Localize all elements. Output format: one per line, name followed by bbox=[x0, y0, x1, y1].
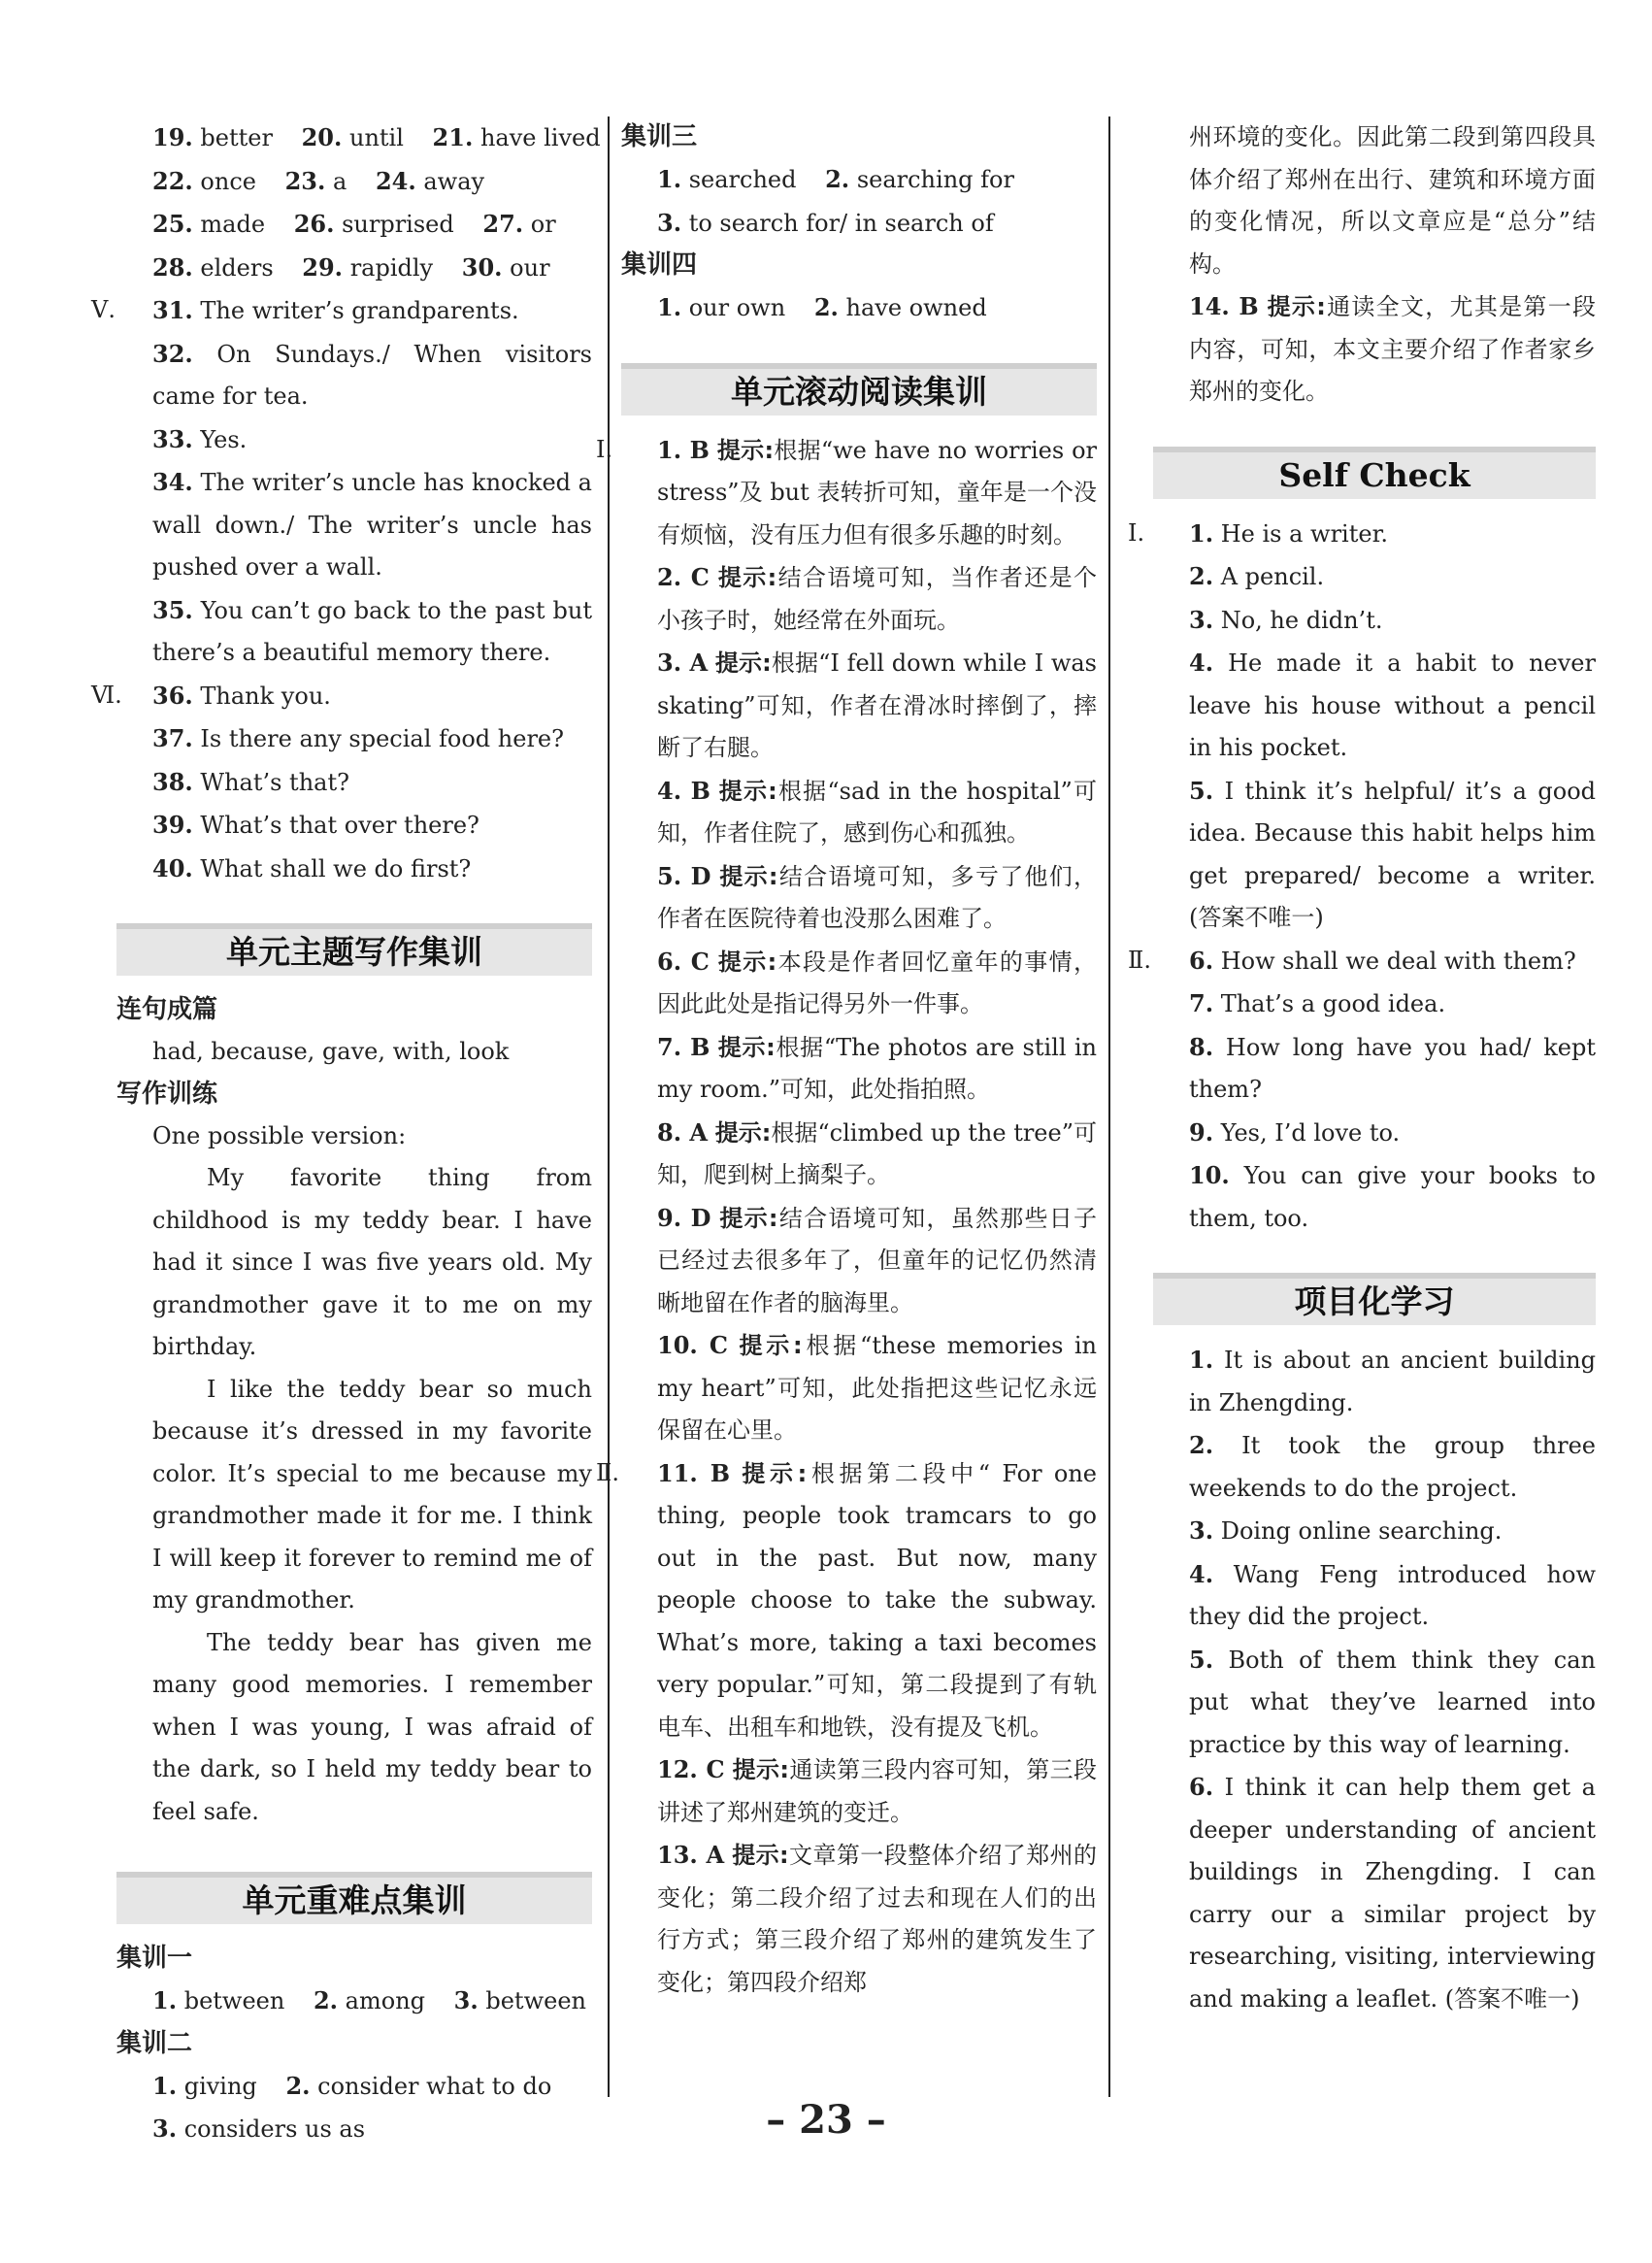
set-2-answer-3: 3. considers us as bbox=[152, 2114, 366, 2143]
subheading-link: 连句成篇 bbox=[116, 995, 218, 1024]
essay-paragraph-1: My favorite thing from childhood is my teddy bear. I have had it since I was five years old. My grandmother gave it to me on my birthday. bbox=[152, 1164, 592, 1360]
reading-answer-13: 13. A 提示:文章第一段整体介绍了郑州的变化；第二段介绍了过去和现在人们的出行方式；第三段介绍了郑州的建筑发生了变化；第四段介绍郑 bbox=[657, 1841, 1098, 1996]
reading-answer-14: 14. B 提示:通读全文，尤其是第一段内容，可知，本文主要介绍了作者家乡郑州的变化。 bbox=[1189, 292, 1596, 405]
section-banner-key-points: 单元重难点集训 bbox=[116, 1872, 592, 1924]
answer-row-25-27: 25. made 26. surprised 27. or bbox=[152, 210, 556, 238]
section-banner-self-check: Self Check bbox=[1153, 447, 1596, 499]
answer-row-28-30: 28. elders 29. rapidly 30. our bbox=[152, 252, 550, 282]
self-check-10: 10. You can give your books to them, too. bbox=[1189, 1161, 1596, 1232]
answer-32: 32. On Sundays./ When visitors came for tea. bbox=[152, 339, 592, 410]
column-1 bbox=[91, 116, 601, 2151]
answer-34: 34. The writer’s uncle has knocked a wall down./ The writer’s uncle has pushed over a wall. bbox=[152, 468, 592, 581]
set-3-answer-3: 3. to search for/ in search of bbox=[657, 208, 994, 237]
answer-36: Ⅵ. 36. Thank you. bbox=[91, 681, 331, 710]
project-answer-1: 1. It is about an ancient building in Zhengding. bbox=[1189, 1346, 1596, 1416]
self-check-7: 7. That’s a good idea. bbox=[1189, 989, 1446, 1017]
answer-33: 33. Yes. bbox=[152, 424, 248, 453]
reading-answer-5: 5. D 提示:结合语境可知，多亏了他们，作者在医院待着也没那么困难了。 bbox=[657, 861, 1097, 932]
answer-40: 40. What shall we do first? bbox=[152, 853, 472, 882]
self-check-3: 3. No, he didn’t. bbox=[1189, 605, 1383, 634]
page-number: – 23 – bbox=[766, 2097, 886, 2143]
set-3-heading: 集训三 bbox=[621, 122, 698, 151]
set-3-answers: 1. searched 2. searching for bbox=[657, 165, 1014, 193]
set-4-heading: 集训四 bbox=[621, 250, 698, 280]
answer-31: Ⅴ. 31. The writer’s grandparents. bbox=[91, 296, 519, 324]
self-check-9: 9. Yes, I’d love to. bbox=[1189, 1117, 1401, 1147]
essay-paragraph-2: I like the teddy bear so much because it’s dressed in my favorite color. It’s special to me because my grandmother made it for me. I think I will keep it forever to remind me of my grandmother. bbox=[152, 1375, 592, 1614]
project-answer-2: 2. It took the group three weekends to do the project. bbox=[1189, 1431, 1596, 1502]
reading-answer-12: 12. C 提示:通读第三段内容可知，第三段讲述了郑州建筑的变迁。 bbox=[657, 1755, 1097, 1826]
answer-38: 38. What’s that? bbox=[152, 767, 349, 796]
set-1-heading: 集训一 bbox=[116, 1944, 193, 1973]
reading-answer-6: 6. C 提示:本段是作者回忆童年的事情，因此此处是指记得另外一件事。 bbox=[657, 947, 1098, 1017]
project-answer-6: 6. I think it can help them get a deeper understanding of ancient buildings in Zhengding. I can carry our a similar project by researching, visiting, interviewing and making a leaflet. (答案不唯一) bbox=[1189, 1773, 1596, 2013]
answer-row-19-21: 19. better 20. until 21. have lived bbox=[152, 123, 601, 151]
project-answer-5: 5. Both of them think they can put what they’ve learned into practice by this way of learning. bbox=[1189, 1645, 1596, 1758]
column-divider-right bbox=[1108, 116, 1110, 2097]
reading-answer-7: 7. B 提示:根据“The photos are still in my room.”可知，此处指拍照。 bbox=[657, 1032, 1097, 1103]
reading-answer-4: 4. B 提示:根据“sad in the hospital”可知，作者住院了，感到伤心和孤独。 bbox=[657, 776, 1097, 847]
self-check-6: Ⅱ. 6. How shall we deal with them? bbox=[1128, 946, 1576, 975]
self-check-1: Ⅰ. 1. He is a writer. bbox=[1128, 518, 1389, 548]
column-2 bbox=[596, 116, 1098, 2004]
reading-answer-9: 9. D 提示:结合语境可知，虽然那些日子已经过去很多年了，但童年的记忆仍然清晰地留在作者的脑海里。 bbox=[657, 1203, 1097, 1316]
answer-39: 39. What’s that over there? bbox=[152, 811, 479, 839]
reading-answer-3: 3. A 提示:根据“I fell down while I was skating”可知，作者在滑冰时摔倒了，摔断了右腿。 bbox=[657, 649, 1097, 761]
set-2-answers: 1. giving 2. consider what to do bbox=[152, 2071, 552, 2100]
answer-row-22-24: 22. once 23. a 24. away bbox=[152, 166, 485, 195]
reading-answer-2: 2. C 提示:结合语境可知，当作者还是个小孩子时，她经常在外面玩。 bbox=[657, 563, 1098, 634]
reading-answer-13-continued: 州环境的变化。因此第二段到第四段具体介绍了郑州在出行、建筑和环境方面的变化情况，所以文章应是“总分”结构。 bbox=[1189, 123, 1596, 278]
reading-answer-8: 8. A 提示:根据“climbed up the tree”可知，爬到树上摘梨子。 bbox=[657, 1117, 1097, 1188]
project-answer-4: 4. Wang Feng introduced how they did the project. bbox=[1189, 1559, 1596, 1630]
answer-35: 35. You can’t go back to the past but there’s a beautiful memory there. bbox=[152, 595, 592, 666]
self-check-2: 2. A pencil. bbox=[1189, 562, 1325, 590]
section-banner-project: 项目化学习 bbox=[1153, 1273, 1596, 1325]
column-3 bbox=[1128, 116, 1597, 2020]
section-banner-writing: 单元主题写作集训 bbox=[116, 923, 592, 976]
column-divider-left bbox=[608, 116, 610, 2097]
section-banner-reading: 单元滚动阅读集训 bbox=[621, 363, 1097, 416]
reading-answer-10: 10. C 提示:根据“these memories in my heart”可知，此处指把这些记忆永远保留在心里。 bbox=[657, 1331, 1097, 1444]
set-1-answers: 1. between 2. among 3. between bbox=[152, 1986, 586, 2014]
set-2-heading: 集训二 bbox=[116, 2028, 193, 2058]
self-check-5: 5. I think it’s helpful/ it’s a good idea. Because this habit helps him get prepared/ become a writer. (答案不唯一) bbox=[1189, 776, 1597, 931]
answer-37: 37. Is there any special food here? bbox=[152, 724, 564, 752]
link-words: had, because, gave, with, look bbox=[152, 1038, 510, 1065]
set-4-answers: 1. our own 2. have owned bbox=[657, 293, 987, 321]
subheading-practice: 写作训练 bbox=[116, 1079, 218, 1109]
essay-paragraph-3: The teddy bear has given me many good memories. I remember when I was young, I was afraid of the dark, so I held my teddy bear to feel safe. bbox=[152, 1628, 592, 1825]
reading-answer-1: Ⅰ. 1. B 提示:根据“we have no worries or stress”及 but 表转折可知，童年是一个没有烦恼，没有压力但有很多乐趣的时刻。 bbox=[596, 435, 1097, 549]
self-check-4: 4. He made it a habit to never leave his house without a pencil in his pocket. bbox=[1189, 649, 1596, 761]
project-answer-3: 3. Doing online searching. bbox=[1189, 1516, 1503, 1545]
reading-answer-11: Ⅱ. 11. B 提示:根据第二段中“ For one thing, people took tramcars to go out in the past. But now, many people choose to take the subway. What’s more, taking a taxi becomes very popular.”可知，第二段提到了有轨电车、出租车和地铁，没有提及飞机。 bbox=[596, 1458, 1097, 1741]
self-check-8: 8. How long have you had/ kept them? bbox=[1189, 1032, 1596, 1103]
essay-version-label: One possible version: bbox=[152, 1121, 407, 1149]
